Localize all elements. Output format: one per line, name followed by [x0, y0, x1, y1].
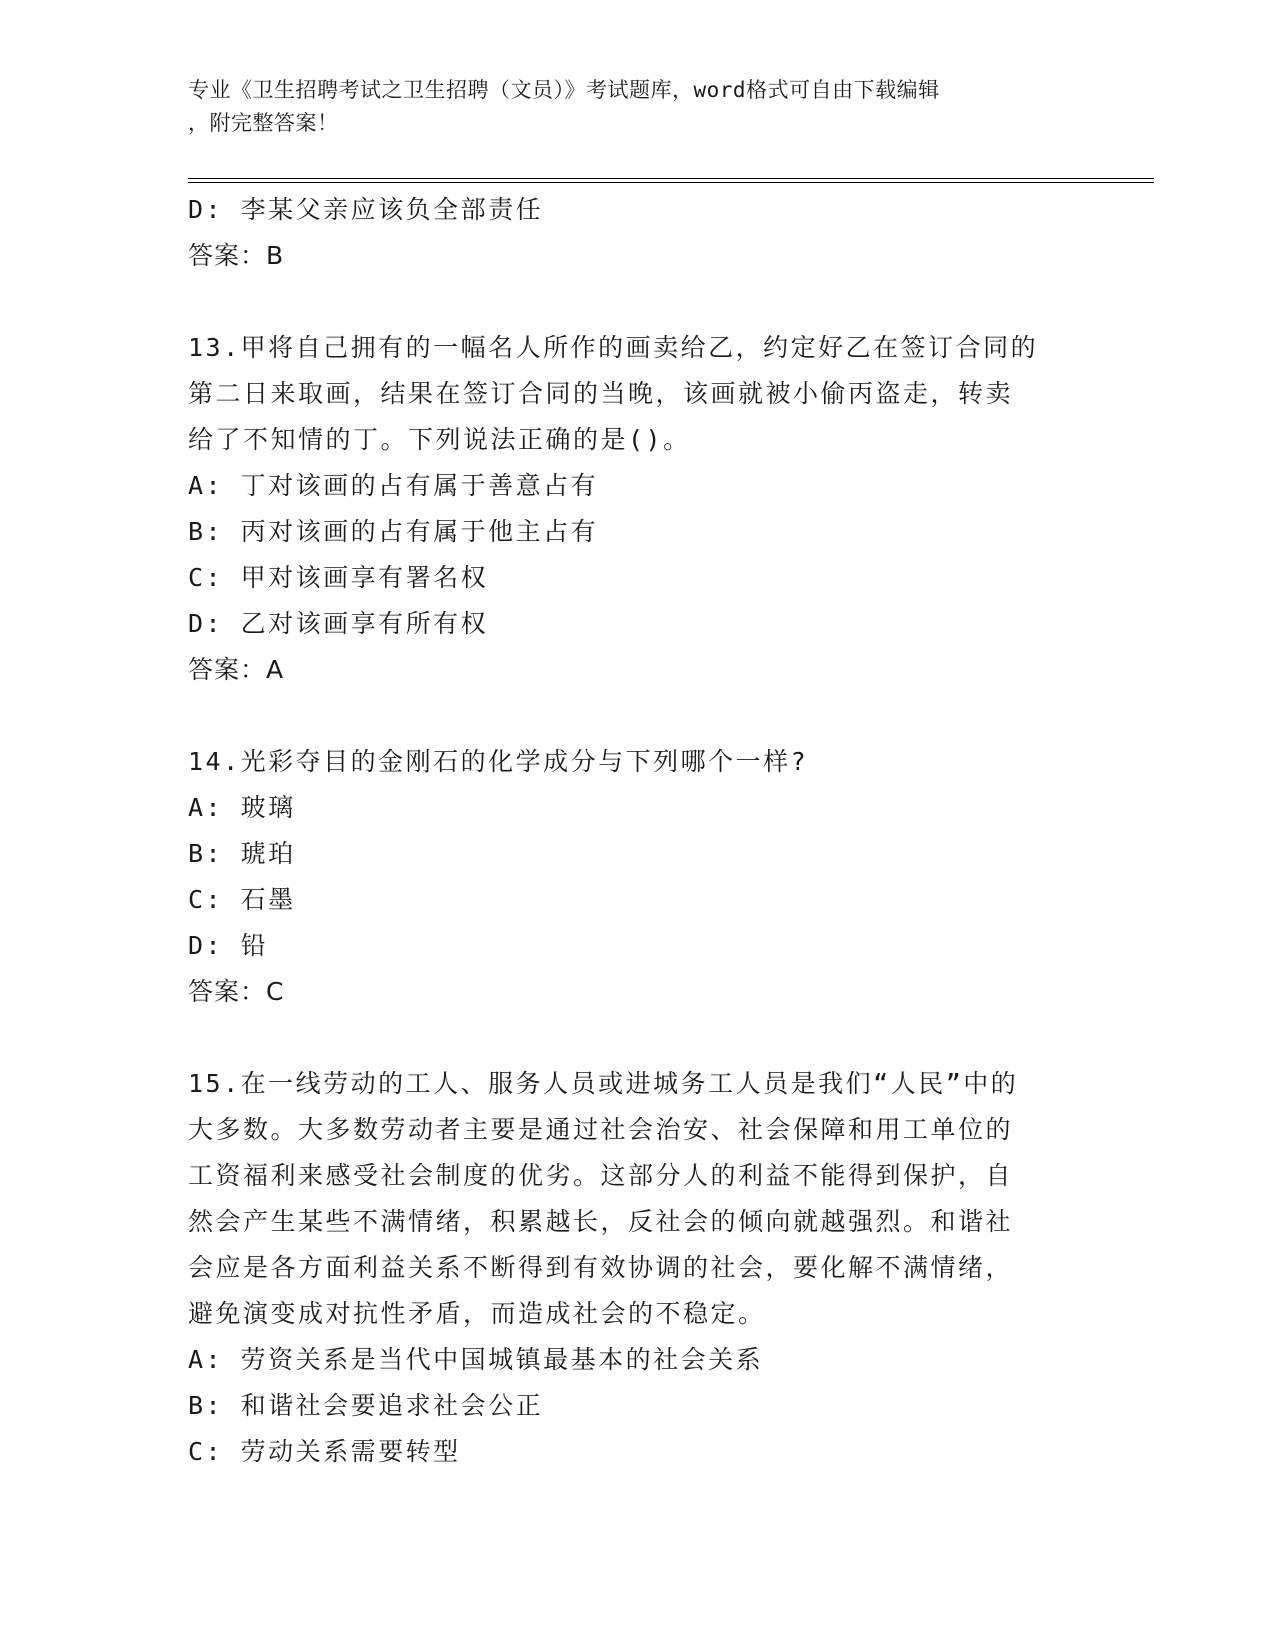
question-stem-line: 13.甲将自己拥有的一幅名人所作的画卖给乙，约定好乙在签订合同的	[188, 333, 1039, 362]
option-b: B: 琥珀	[188, 839, 296, 868]
question-stem-line: 第二日来取画，结果在签订合同的当晚，该画就被小偷丙盗走，转卖	[188, 379, 1014, 408]
question-stem-line: 然会产生某些不满情绪，积累越长，反社会的倾向就越强烈。和谐社	[188, 1207, 1014, 1236]
option-a: A: 劳资关系是当代中国城镇最基本的社会关系	[188, 1345, 764, 1374]
option-d: D: 铅	[188, 931, 269, 960]
question-stem-line: 会应是各方面利益关系不断得到有效协调的社会，要化解不满情绪，	[188, 1253, 1014, 1282]
option-b: B: 和谐社会要追求社会公正	[188, 1391, 544, 1420]
answer-line: 答案：B	[188, 241, 285, 270]
header-line: 专业《卫生招聘考试之卫生招聘（文员）》考试题库，word格式可自由下载编辑	[188, 78, 940, 102]
question-stem-line: 15.在一线劳动的工人、服务人员或进城务工人员是我们“人民”中的	[188, 1069, 1019, 1098]
spacer	[188, 1015, 1068, 1061]
question-stem-line: 工资福利来感受社会制度的优劣。这部分人的利益不能得到保护，自	[188, 1161, 1014, 1190]
option-a: A: 丁对该画的占有属于善意占有	[188, 471, 599, 500]
question-stem-line: 14.光彩夺目的金刚石的化学成分与下列哪个一样?	[188, 747, 809, 776]
option-c: C: 石墨	[188, 885, 296, 914]
question-stem-line: 避免演变成对抗性矛盾，而造成社会的不稳定。	[188, 1299, 766, 1328]
header-divider	[188, 178, 1154, 179]
header-divider	[188, 182, 1154, 183]
answer-line: 答案：A	[188, 655, 285, 684]
option-a: A: 玻璃	[188, 793, 296, 822]
question-stem-line: 给了不知情的丁。下列说法正确的是()。	[188, 425, 691, 454]
question-list	[188, 187, 1068, 1475]
spacer	[188, 279, 1068, 325]
header-line: ，附完整答案！	[188, 111, 339, 135]
answer-line: 答案：C	[188, 977, 285, 1006]
option-c: C: 劳动关系需要转型	[188, 1437, 461, 1466]
option-b: B: 丙对该画的占有属于他主占有	[188, 517, 599, 546]
option-c: C: 甲对该画享有署名权	[188, 563, 489, 592]
spacer	[188, 693, 1068, 739]
option-d: D: 李某父亲应该负全部责任	[188, 195, 544, 224]
question-stem-line: 大多数。大多数劳动者主要是通过社会治安、社会保障和用工单位的	[188, 1115, 1014, 1144]
document-header	[188, 74, 1068, 140]
option-d: D: 乙对该画享有所有权	[188, 609, 489, 638]
